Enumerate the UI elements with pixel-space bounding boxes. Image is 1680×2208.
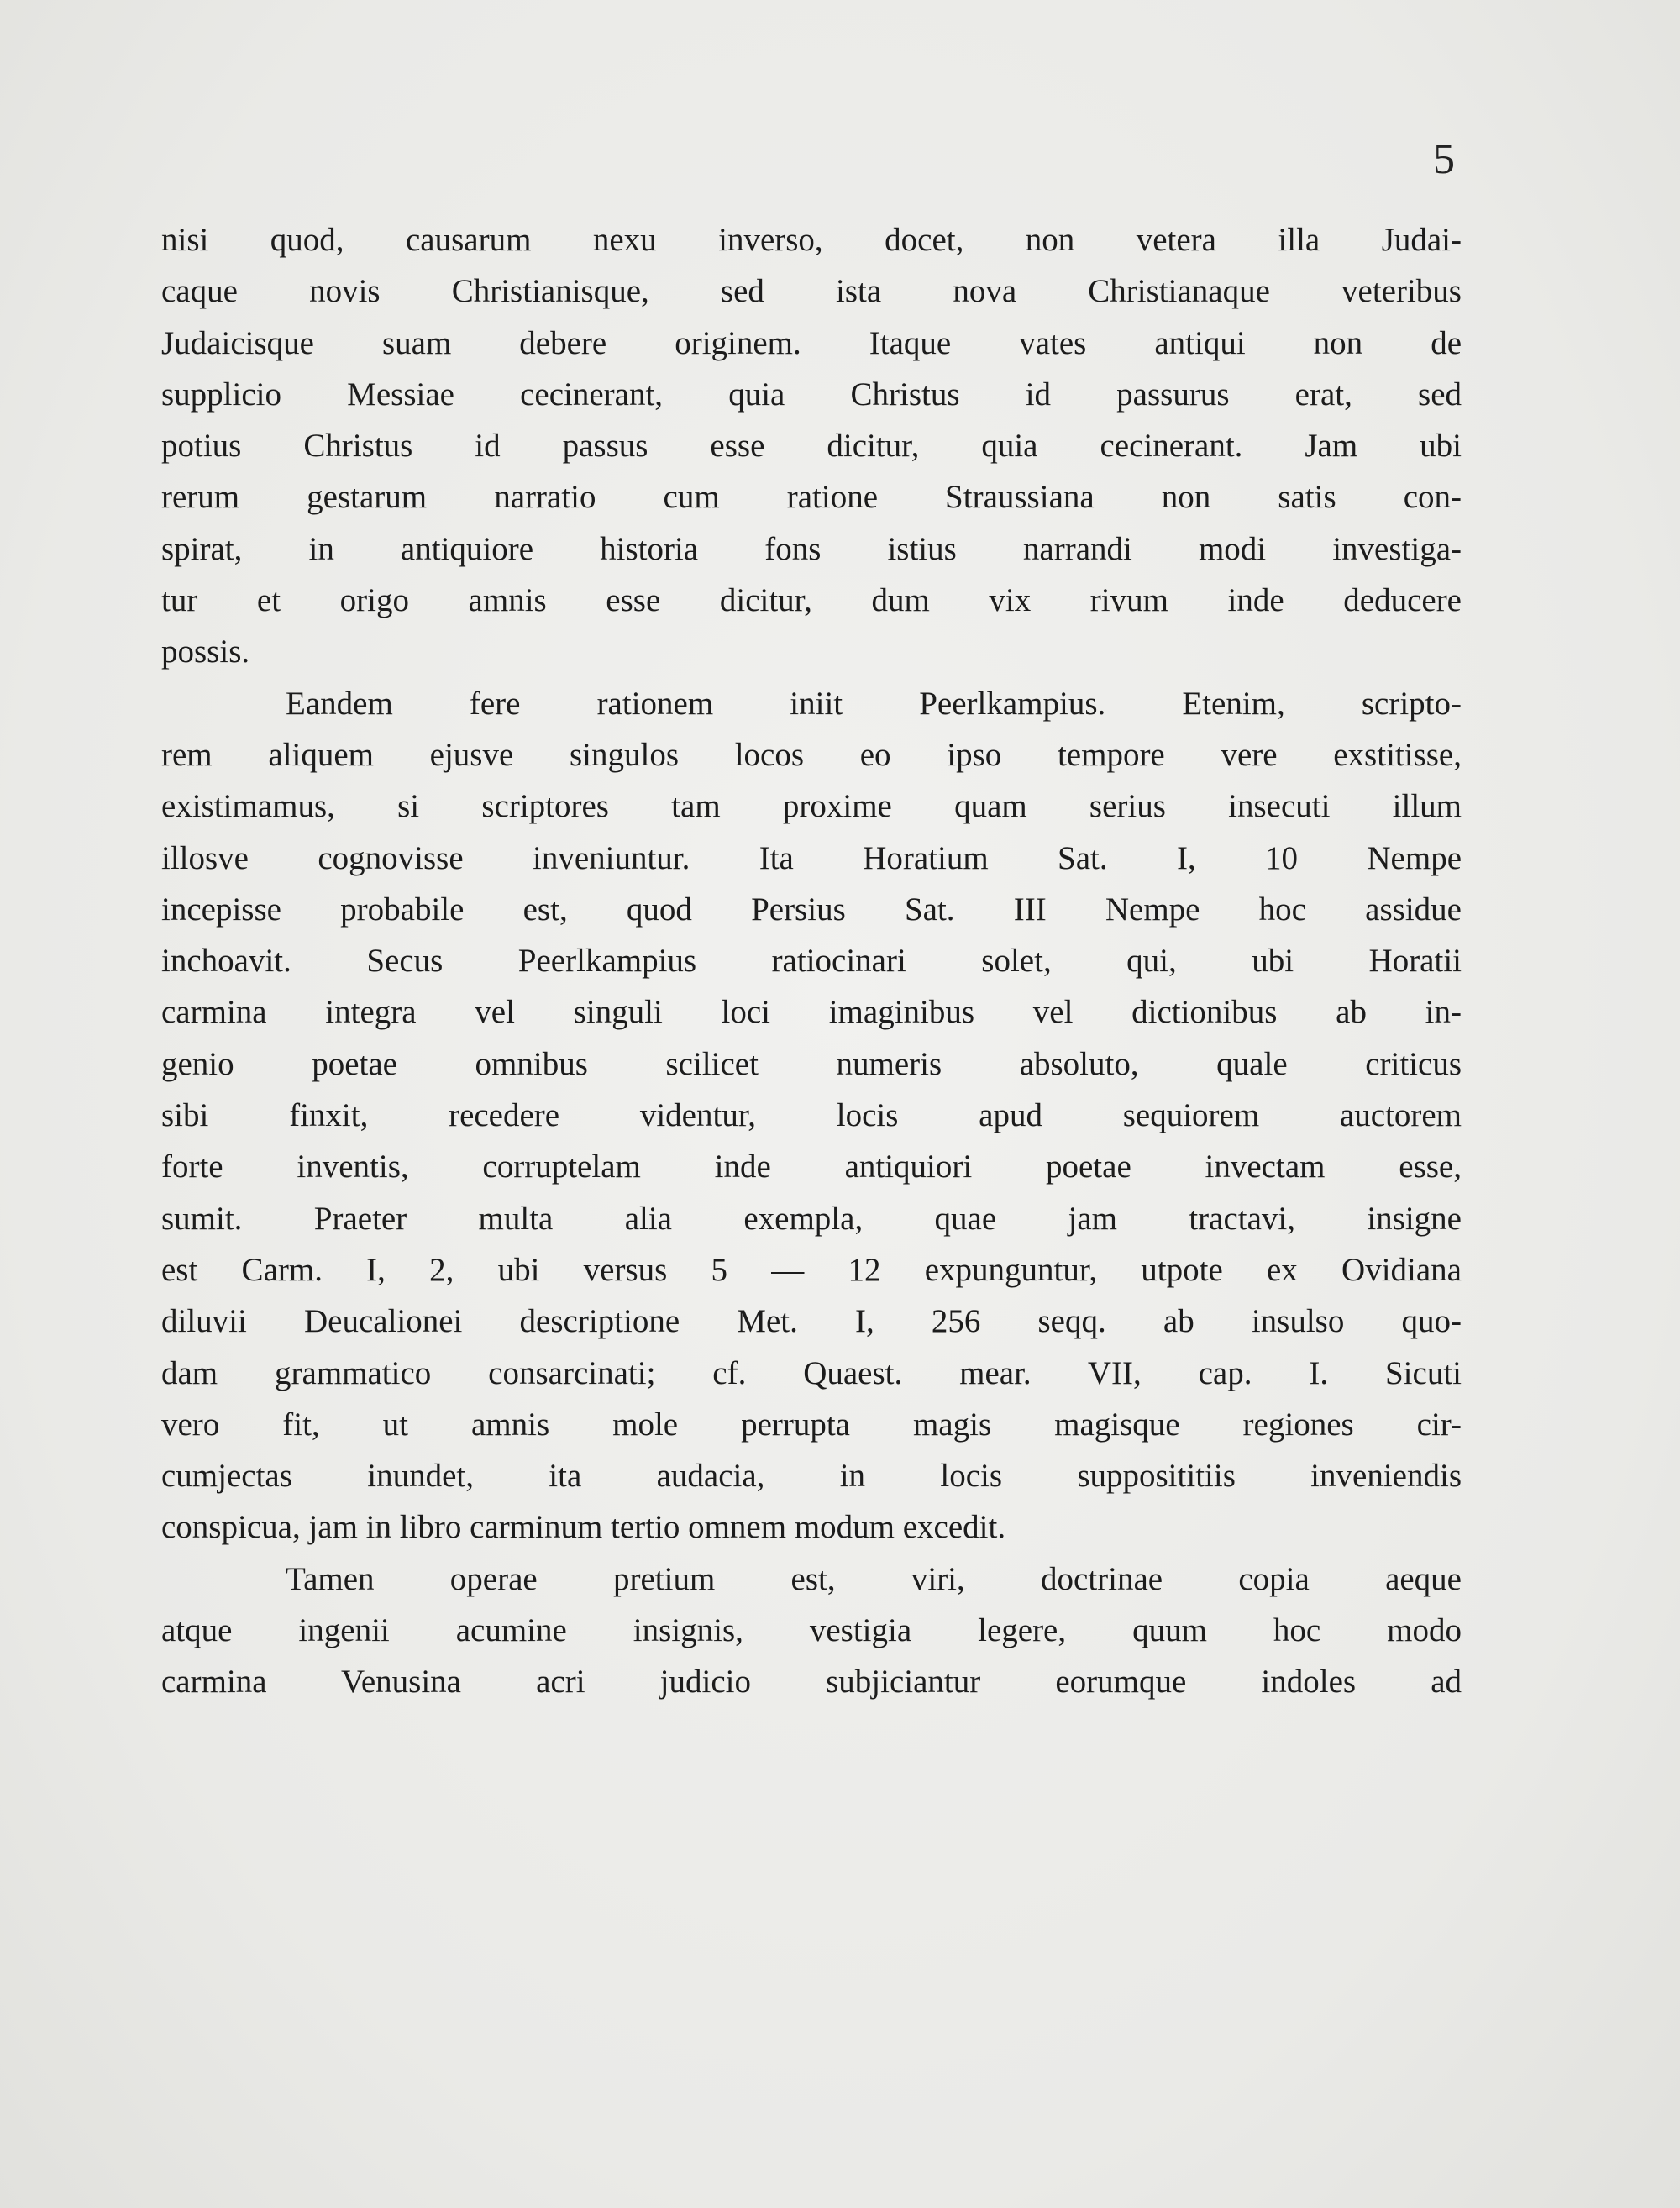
text-line: caque novis Christianisque, sed ista nova Christianaque veteribus <box>161 273 1462 310</box>
paragraph-2 <box>161 678 1462 1553</box>
paragraph-3 <box>161 1553 1462 1708</box>
text-line: vero fit, ut amnis mole perrupta magis magisque regiones cir- <box>161 1406 1462 1443</box>
text-line: diluvii Deucalionei descriptione Met. I, 256 seqq. ab insulso quo- <box>161 1303 1462 1340</box>
text-line: nisi quod, causarum nexu inverso, docet, non vetera illa Judai- <box>161 222 1462 258</box>
text-line: potius Christus id passus esse dicitur, quia cecinerant. Jam ubi <box>161 428 1462 465</box>
text-line: inchoavit. Secus Peerlkampius ratiocinari solet, qui, ubi Horatii <box>161 943 1462 980</box>
text-line: cumjectas inundet, ita audacia, in locis supposititiis inveniendis <box>161 1458 1462 1495</box>
text-line: possis. <box>161 633 250 670</box>
paragraph-1 <box>161 214 1462 678</box>
text-line: forte inventis, corruptelam inde antiquiori poetae invectam esse, <box>161 1149 1462 1185</box>
page-number: 5 <box>1433 135 1455 183</box>
text-line: dam grammatico consarcinati; cf. Quaest. mear. VII, cap. I. Sicuti <box>161 1354 1462 1391</box>
text-line: tur et origo amnis esse dicitur, dum vix rivum inde deducere <box>161 582 1462 619</box>
body-text <box>161 214 1462 1708</box>
text-line: est Carm. I, 2, ubi versus 5 — 12 expunguntur, utpote ex Ovidiana <box>161 1251 1462 1288</box>
text-line: genio poetae omnibus scilicet numeris absoluto, quale criticus <box>161 1045 1462 1082</box>
text-line: sibi finxit, recedere videntur, locis apud sequiorem auctorem <box>161 1097 1462 1134</box>
text-line: supplicio Messiae cecinerant, quia Christus id passurus erat, sed <box>161 376 1462 413</box>
text-line: carmina Venusina acri judicio subjiciantur eorumque indoles ad <box>161 1664 1462 1701</box>
text-line: conspicua, jam in libro carminum tertio omnem modum excedit. <box>161 1509 1006 1546</box>
text-line: rerum gestarum narratio cum ratione Straussiana non satis con- <box>161 479 1462 516</box>
text-line: Tamen operae pretium est, viri, doctrinae copia aeque <box>286 1560 1462 1597</box>
text-line: existimamus, si scriptores tam proxime quam serius insecuti illum <box>161 788 1462 825</box>
text-line: incepisse probabile est, quod Persius Sat. III Nempe hoc assidue <box>161 891 1462 928</box>
text-line: Eandem fere rationem iniit Peerlkampius. Etenim, scripto- <box>286 685 1462 722</box>
text-line: illosve cognovisse inveniuntur. Ita Horatium Sat. I, 10 Nempe <box>161 839 1462 876</box>
text-line: sumit. Praeter multa alia exempla, quae jam tractavi, insigne <box>161 1200 1462 1237</box>
text-line: Judaicisque suam debere originem. Itaque vates antiqui non de <box>161 324 1462 361</box>
text-line: rem aliquem ejusve singulos locos eo ipso tempore vere exstitisse, <box>161 736 1462 773</box>
text-line: carmina integra vel singuli loci imaginibus vel dictionibus ab in- <box>161 994 1462 1031</box>
text-line: spirat, in antiquiore historia fons istius narrandi modi investiga- <box>161 530 1462 567</box>
text-line: atque ingenii acumine insignis, vestigia legere, quum hoc modo <box>161 1612 1462 1649</box>
